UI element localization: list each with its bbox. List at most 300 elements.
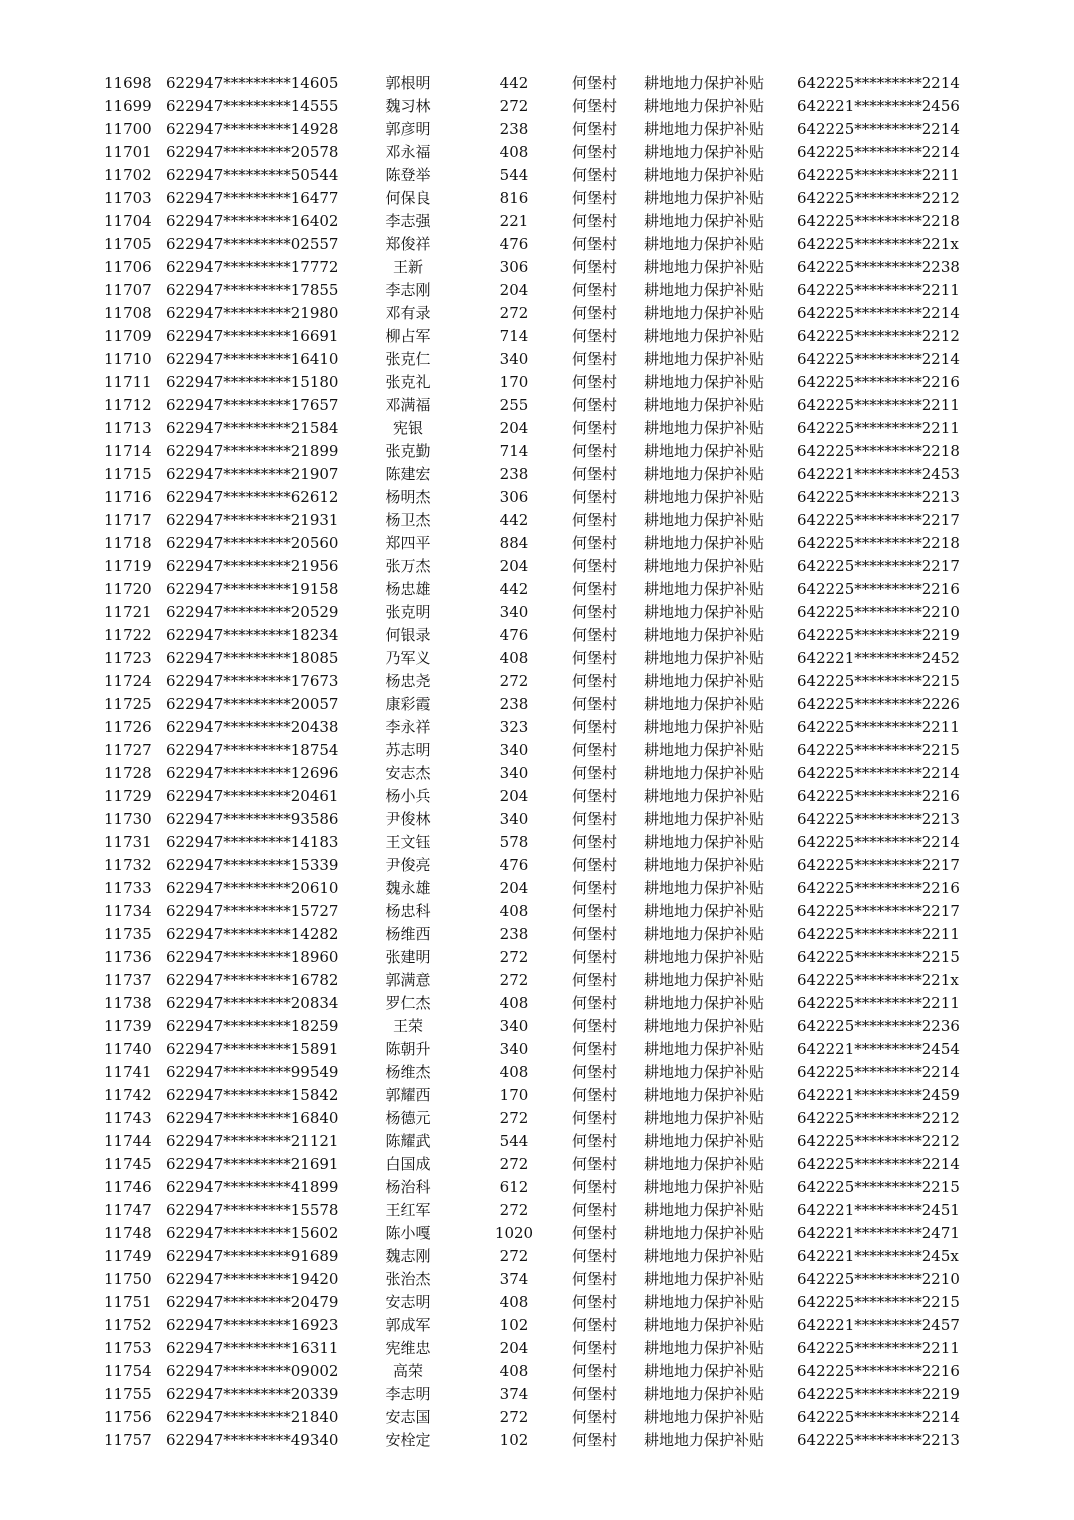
subsidy-type: 耕地地力保护补贴: [644, 74, 765, 92]
id-number: 642225*********2210: [797, 603, 960, 621]
subsidy-amount: 272: [499, 971, 529, 989]
subsidy-amount: 272: [499, 1201, 529, 1219]
bank-card-number: 622947*********02557: [166, 235, 339, 253]
subsidy-amount: 272: [499, 1109, 529, 1127]
village-name: 何堡村: [572, 1431, 618, 1449]
bank-card-number: 622947*********20438: [166, 718, 339, 736]
bank-card-number: 622947*********20461: [166, 787, 339, 805]
village-name: 何堡村: [572, 350, 618, 368]
id-number: 642225*********2214: [797, 304, 960, 322]
person-name: 李志强: [385, 212, 431, 230]
subsidy-amount: 204: [499, 419, 529, 437]
id-number: 642225*********2211: [797, 925, 960, 943]
row-number: 11750: [104, 1270, 152, 1288]
table-row: [0, 141, 1074, 164]
subsidy-amount: 476: [499, 235, 529, 253]
subsidy-type: 耕地地力保护补贴: [644, 603, 765, 621]
row-number: 11700: [104, 120, 152, 138]
village-name: 何堡村: [572, 718, 618, 736]
subsidy-amount: 340: [499, 1040, 529, 1058]
table-row: [0, 946, 1074, 969]
row-number: 11719: [104, 557, 152, 575]
id-number: 642225*********2238: [797, 258, 960, 276]
row-number: 11729: [104, 787, 152, 805]
table-row: [0, 992, 1074, 1015]
person-name: 陈耀武: [385, 1132, 431, 1150]
bank-card-number: 622947*********15727: [166, 902, 339, 920]
table-row: [0, 1061, 1074, 1084]
village-name: 何堡村: [572, 1293, 618, 1311]
person-name: 杨小兵: [385, 787, 431, 805]
table-row: [0, 348, 1074, 371]
id-number: 642225*********2213: [797, 810, 960, 828]
row-number: 11726: [104, 718, 152, 736]
subsidy-type: 耕地地力保护补贴: [644, 442, 765, 460]
table-row: [0, 256, 1074, 279]
subsidy-type: 耕地地力保护补贴: [644, 212, 765, 230]
table-row: [0, 394, 1074, 417]
row-number: 11714: [104, 442, 152, 460]
village-name: 何堡村: [572, 856, 618, 874]
bank-card-number: 622947*********20057: [166, 695, 339, 713]
subsidy-type: 耕地地力保护补贴: [644, 925, 765, 943]
subsidy-amount: 442: [499, 74, 529, 92]
village-name: 何堡村: [572, 396, 618, 414]
bank-card-number: 622947*********16923: [166, 1316, 339, 1334]
table-row: [0, 1107, 1074, 1130]
subsidy-type: 耕地地力保护补贴: [644, 258, 765, 276]
row-number: 11757: [104, 1431, 152, 1449]
table-row: [0, 1268, 1074, 1291]
id-number: 642225*********2213: [797, 488, 960, 506]
person-name: 安志国: [385, 1408, 431, 1426]
table-row: [0, 831, 1074, 854]
subsidy-type: 耕地地力保护补贴: [644, 718, 765, 736]
person-name: 张克仁: [385, 350, 431, 368]
bank-card-number: 622947*********18259: [166, 1017, 339, 1035]
bank-card-number: 622947*********18960: [166, 948, 339, 966]
id-number: 642225*********2236: [797, 1017, 960, 1035]
subsidy-type: 耕地地力保护补贴: [644, 1063, 765, 1081]
person-name: 张克勤: [385, 442, 431, 460]
person-name: 邓有录: [385, 304, 431, 322]
subsidy-amount: 544: [499, 166, 529, 184]
village-name: 何堡村: [572, 902, 618, 920]
row-number: 11740: [104, 1040, 152, 1058]
person-name: 王文钰: [385, 833, 431, 851]
subsidy-type: 耕地地力保护补贴: [644, 1017, 765, 1035]
person-name: 郑四平: [385, 534, 431, 552]
id-number: 642225*********2215: [797, 672, 960, 690]
id-number: 642225*********2216: [797, 879, 960, 897]
subsidy-type: 耕地地力保护补贴: [644, 1408, 765, 1426]
subsidy-amount: 408: [499, 649, 529, 667]
id-number: 642225*********2214: [797, 1063, 960, 1081]
row-number: 11752: [104, 1316, 152, 1334]
row-number: 11704: [104, 212, 152, 230]
person-name: 李永祥: [385, 718, 431, 736]
subsidy-amount: 714: [499, 442, 529, 460]
village-name: 何堡村: [572, 1155, 618, 1173]
bank-card-number: 622947*********16691: [166, 327, 339, 345]
row-number: 11715: [104, 465, 152, 483]
id-number: 642225*********2213: [797, 1431, 960, 1449]
bank-card-number: 622947*********18754: [166, 741, 339, 759]
table-row: [0, 969, 1074, 992]
bank-card-number: 622947*********20610: [166, 879, 339, 897]
person-name: 宪银: [392, 419, 423, 437]
bank-card-number: 622947*********16477: [166, 189, 339, 207]
table-row: [0, 279, 1074, 302]
person-name: 杨维西: [385, 925, 431, 943]
village-name: 何堡村: [572, 120, 618, 138]
id-number: 642225*********2210: [797, 1270, 960, 1288]
table-row: [0, 233, 1074, 256]
bank-card-number: 622947*********93586: [166, 810, 339, 828]
table-row: [0, 417, 1074, 440]
row-number: 11746: [104, 1178, 152, 1196]
person-name: 杨治科: [385, 1178, 431, 1196]
id-number: 642225*********2211: [797, 419, 960, 437]
subsidy-type: 耕地地力保护补贴: [644, 626, 765, 644]
row-number: 11723: [104, 649, 152, 667]
table-row: [0, 1176, 1074, 1199]
subsidy-type: 耕地地力保护补贴: [644, 304, 765, 322]
id-number: 642225*********2215: [797, 1293, 960, 1311]
person-name: 张克明: [385, 603, 431, 621]
village-name: 何堡村: [572, 419, 618, 437]
subsidy-type: 耕地地力保护补贴: [644, 672, 765, 690]
id-number: 642225*********2214: [797, 1155, 960, 1173]
village-name: 何堡村: [572, 212, 618, 230]
subsidy-type: 耕地地力保护补贴: [644, 488, 765, 506]
id-number: 642225*********2219: [797, 1385, 960, 1403]
table-row: [0, 72, 1074, 95]
row-number: 11721: [104, 603, 152, 621]
id-number: 642225*********2217: [797, 557, 960, 575]
subsidy-amount: 170: [499, 1086, 529, 1104]
table-row: [0, 877, 1074, 900]
subsidy-amount: 884: [499, 534, 529, 552]
row-number: 11741: [104, 1063, 152, 1081]
id-number: 642221*********2454: [797, 1040, 960, 1058]
bank-card-number: 622947*********18085: [166, 649, 339, 667]
row-number: 11713: [104, 419, 152, 437]
subsidy-type: 耕地地力保护补贴: [644, 166, 765, 184]
subsidy-amount: 408: [499, 994, 529, 1012]
person-name: 陈朝升: [385, 1040, 431, 1058]
id-number: 642221*********2452: [797, 649, 960, 667]
table-row: [0, 624, 1074, 647]
village-name: 何堡村: [572, 787, 618, 805]
subsidy-type: 耕地地力保护补贴: [644, 97, 765, 115]
village-name: 何堡村: [572, 1086, 618, 1104]
bank-card-number: 622947*********20339: [166, 1385, 339, 1403]
id-number: 642221*********2453: [797, 465, 960, 483]
table-row: [0, 164, 1074, 187]
subsidy-type: 耕地地力保护补贴: [644, 764, 765, 782]
person-name: 何保良: [385, 189, 431, 207]
row-number: 11735: [104, 925, 152, 943]
bank-card-number: 622947*********09002: [166, 1362, 339, 1380]
subsidy-type: 耕地地力保护补贴: [644, 1385, 765, 1403]
row-number: 11727: [104, 741, 152, 759]
row-number: 11743: [104, 1109, 152, 1127]
subsidy-type: 耕地地力保护补贴: [644, 396, 765, 414]
subsidy-type: 耕地地力保护补贴: [644, 971, 765, 989]
id-number: 642225*********2226: [797, 695, 960, 713]
village-name: 何堡村: [572, 695, 618, 713]
subsidy-amount: 306: [499, 488, 529, 506]
village-name: 何堡村: [572, 925, 618, 943]
table-row: [0, 693, 1074, 716]
id-number: 642225*********2216: [797, 787, 960, 805]
bank-card-number: 622947*********62612: [166, 488, 339, 506]
person-name: 杨卫杰: [385, 511, 431, 529]
table-row: [0, 532, 1074, 555]
person-name: 罗仁杰: [385, 994, 431, 1012]
id-number: 642225*********2211: [797, 281, 960, 299]
subsidy-amount: 340: [499, 764, 529, 782]
table-row: [0, 739, 1074, 762]
subsidy-type: 耕地地力保护补贴: [644, 1362, 765, 1380]
village-name: 何堡村: [572, 189, 618, 207]
table-row: [0, 440, 1074, 463]
subsidy-type: 耕地地力保护补贴: [644, 1040, 765, 1058]
id-number: 642225*********2214: [797, 1408, 960, 1426]
person-name: 杨德元: [385, 1109, 431, 1127]
village-name: 何堡村: [572, 1362, 618, 1380]
bank-card-number: 622947*********15339: [166, 856, 339, 874]
village-name: 何堡村: [572, 258, 618, 276]
bank-card-number: 622947*********19158: [166, 580, 339, 598]
row-number: 11712: [104, 396, 152, 414]
person-name: 尹俊林: [385, 810, 431, 828]
bank-card-number: 622947*********50544: [166, 166, 339, 184]
person-name: 陈建宏: [385, 465, 431, 483]
id-number: 642221*********2459: [797, 1086, 960, 1104]
table-row: [0, 670, 1074, 693]
subsidy-type: 耕地地力保护补贴: [644, 1201, 765, 1219]
bank-card-number: 622947*********15891: [166, 1040, 339, 1058]
village-name: 何堡村: [572, 557, 618, 575]
subsidy-amount: 272: [499, 97, 529, 115]
row-number: 11734: [104, 902, 152, 920]
village-name: 何堡村: [572, 1109, 618, 1127]
row-number: 11709: [104, 327, 152, 345]
row-number: 11744: [104, 1132, 152, 1150]
row-number: 11702: [104, 166, 152, 184]
row-number: 11753: [104, 1339, 152, 1357]
person-name: 魏志刚: [385, 1247, 431, 1265]
person-name: 柳占军: [385, 327, 431, 345]
bank-card-number: 622947*********15578: [166, 1201, 339, 1219]
subsidy-amount: 408: [499, 1293, 529, 1311]
table-row: [0, 95, 1074, 118]
bank-card-number: 622947*********49340: [166, 1431, 339, 1449]
row-number: 11756: [104, 1408, 152, 1426]
table-row: [0, 923, 1074, 946]
village-name: 何堡村: [572, 1201, 618, 1219]
subsidy-type: 耕地地力保护补贴: [644, 1247, 765, 1265]
subsidy-type: 耕地地力保护补贴: [644, 741, 765, 759]
row-number: 11710: [104, 350, 152, 368]
subsidy-amount: 340: [499, 1017, 529, 1035]
bank-card-number: 622947*********14555: [166, 97, 339, 115]
subsidy-amount: 170: [499, 373, 529, 391]
bank-card-number: 622947*********21584: [166, 419, 339, 437]
person-name: 苏志明: [385, 741, 431, 759]
subsidy-amount: 374: [499, 1385, 529, 1403]
village-name: 何堡村: [572, 833, 618, 851]
subsidy-amount: 255: [499, 396, 529, 414]
subsidy-amount: 221: [499, 212, 529, 230]
row-number: 11737: [104, 971, 152, 989]
subsidy-type: 耕地地力保护补贴: [644, 373, 765, 391]
bank-card-number: 622947*********20834: [166, 994, 339, 1012]
subsidy-type: 耕地地力保护补贴: [644, 235, 765, 253]
subsidy-amount: 340: [499, 810, 529, 828]
village-name: 何堡村: [572, 1270, 618, 1288]
row-number: 11738: [104, 994, 152, 1012]
table-row: [0, 1084, 1074, 1107]
subsidy-amount: 408: [499, 902, 529, 920]
subsidy-amount: 204: [499, 879, 529, 897]
person-name: 安志杰: [385, 764, 431, 782]
row-number: 11706: [104, 258, 152, 276]
subsidy-type: 耕地地力保护补贴: [644, 534, 765, 552]
id-number: 642221*********2457: [797, 1316, 960, 1334]
table-row: [0, 808, 1074, 831]
subsidy-table: [0, 72, 1074, 1452]
person-name: 白国成: [385, 1155, 431, 1173]
person-name: 杨明杰: [385, 488, 431, 506]
subsidy-amount: 272: [499, 1408, 529, 1426]
id-number: 642225*********2214: [797, 120, 960, 138]
subsidy-amount: 204: [499, 1339, 529, 1357]
table-row: [0, 716, 1074, 739]
row-number: 11725: [104, 695, 152, 713]
village-name: 何堡村: [572, 373, 618, 391]
village-name: 何堡村: [572, 166, 618, 184]
row-number: 11720: [104, 580, 152, 598]
row-number: 11732: [104, 856, 152, 874]
row-number: 11731: [104, 833, 152, 851]
subsidy-amount: 272: [499, 672, 529, 690]
table-row: [0, 371, 1074, 394]
row-number: 11722: [104, 626, 152, 644]
person-name: 王红军: [385, 1201, 431, 1219]
subsidy-amount: 323: [499, 718, 529, 736]
id-number: 642225*********2219: [797, 626, 960, 644]
row-number: 11718: [104, 534, 152, 552]
bank-card-number: 622947*********16840: [166, 1109, 339, 1127]
row-number: 11748: [104, 1224, 152, 1242]
person-name: 郭彦明: [385, 120, 431, 138]
village-name: 何堡村: [572, 488, 618, 506]
row-number: 11733: [104, 879, 152, 897]
person-name: 魏永雄: [385, 879, 431, 897]
table-row: [0, 1337, 1074, 1360]
subsidy-amount: 408: [499, 1063, 529, 1081]
person-name: 张克礼: [385, 373, 431, 391]
id-number: 642225*********2212: [797, 1109, 960, 1127]
bank-card-number: 622947*********15602: [166, 1224, 339, 1242]
table-row: [0, 1015, 1074, 1038]
person-name: 康彩霞: [385, 695, 431, 713]
table-row: [0, 1383, 1074, 1406]
bank-card-number: 622947*********17657: [166, 396, 339, 414]
bank-card-number: 622947*********12696: [166, 764, 339, 782]
village-name: 何堡村: [572, 1132, 618, 1150]
subsidy-amount: 340: [499, 603, 529, 621]
id-number: 642225*********2214: [797, 764, 960, 782]
row-number: 11730: [104, 810, 152, 828]
village-name: 何堡村: [572, 948, 618, 966]
table-row: [0, 463, 1074, 486]
village-name: 何堡村: [572, 511, 618, 529]
bank-card-number: 622947*********16311: [166, 1339, 339, 1357]
subsidy-amount: 272: [499, 948, 529, 966]
person-name: 何银录: [385, 626, 431, 644]
person-name: 郑俊祥: [385, 235, 431, 253]
subsidy-type: 耕地地力保护补贴: [644, 120, 765, 138]
id-number: 642225*********2216: [797, 373, 960, 391]
person-name: 王荣: [392, 1017, 423, 1035]
subsidy-type: 耕地地力保护补贴: [644, 465, 765, 483]
id-number: 642225*********2215: [797, 1178, 960, 1196]
row-number: 11739: [104, 1017, 152, 1035]
subsidy-type: 耕地地力保护补贴: [644, 189, 765, 207]
table-row: [0, 762, 1074, 785]
person-name: 尹俊亮: [385, 856, 431, 874]
person-name: 王新: [392, 258, 423, 276]
id-number: 642225*********2216: [797, 580, 960, 598]
subsidy-amount: 476: [499, 626, 529, 644]
bank-card-number: 622947*********17772: [166, 258, 339, 276]
subsidy-type: 耕地地力保护补贴: [644, 649, 765, 667]
subsidy-amount: 238: [499, 120, 529, 138]
row-number: 11708: [104, 304, 152, 322]
row-number: 11705: [104, 235, 152, 253]
subsidy-amount: 408: [499, 143, 529, 161]
id-number: 642225*********221x: [797, 235, 959, 253]
row-number: 11703: [104, 189, 152, 207]
person-name: 邓永福: [385, 143, 431, 161]
village-name: 何堡村: [572, 971, 618, 989]
bank-card-number: 622947*********14928: [166, 120, 339, 138]
id-number: 642225*********2218: [797, 442, 960, 460]
subsidy-type: 耕地地力保护补贴: [644, 580, 765, 598]
village-name: 何堡村: [572, 1017, 618, 1035]
person-name: 陈登举: [385, 166, 431, 184]
subsidy-amount: 204: [499, 787, 529, 805]
village-name: 何堡村: [572, 810, 618, 828]
person-name: 杨维杰: [385, 1063, 431, 1081]
row-number: 11742: [104, 1086, 152, 1104]
village-name: 何堡村: [572, 626, 618, 644]
table-row: [0, 785, 1074, 808]
subsidy-type: 耕地地力保护补贴: [644, 1178, 765, 1196]
row-number: 11724: [104, 672, 152, 690]
village-name: 何堡村: [572, 764, 618, 782]
subsidy-amount: 408: [499, 1362, 529, 1380]
subsidy-type: 耕地地力保护补贴: [644, 1155, 765, 1173]
bank-card-number: 622947*********20479: [166, 1293, 339, 1311]
subsidy-amount: 1020: [494, 1224, 534, 1242]
id-number: 642225*********2211: [797, 396, 960, 414]
row-number: 11711: [104, 373, 152, 391]
